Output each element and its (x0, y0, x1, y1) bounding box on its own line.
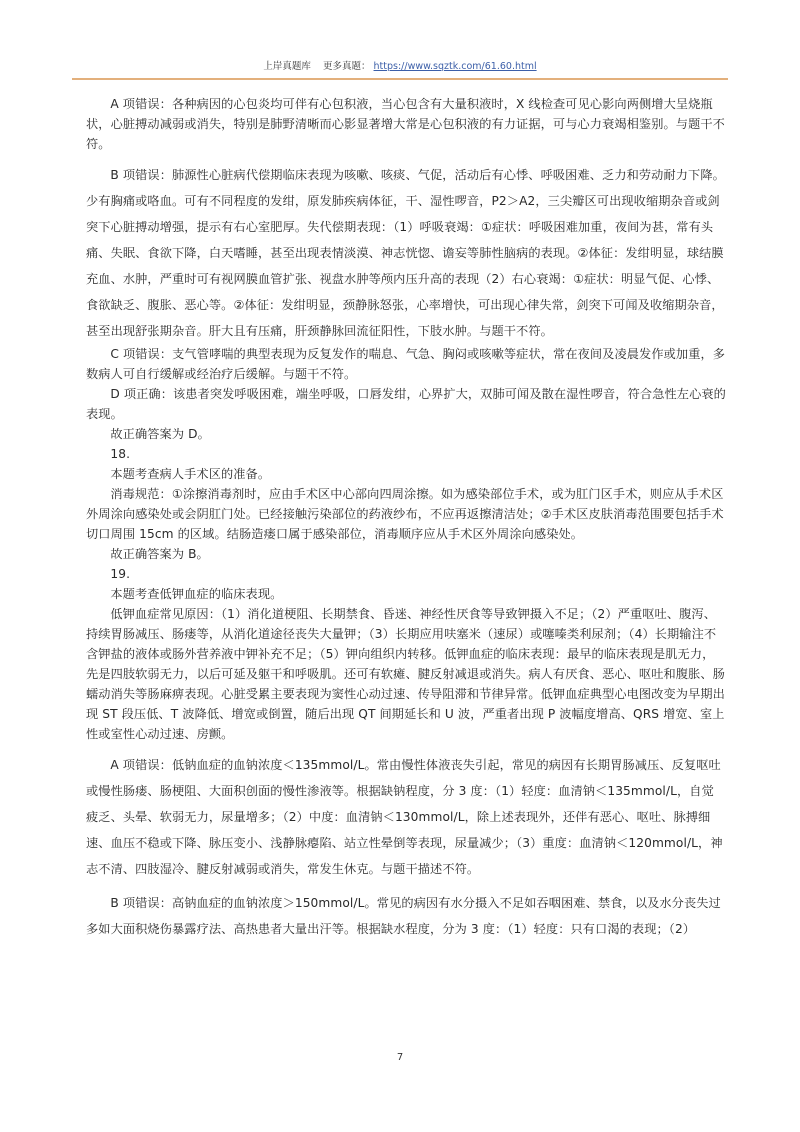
page-header (72, 58, 728, 80)
paragraph-option-a-hyponatremia: A 项错误：低钠血症的血钠浓度＜135mmol/L。常由慢性体液丧失引起，常见的病因有长期胃肠减压、反复呕吐或慢性肠瘘、肠梗阻、大面积创面的慢性渗液等。根据缺钠程度，分 3 度：（1）轻度：血清钠＜135mmol/L，自觉疲乏、头晕、软弱无力，尿量增多；（2）中度：血清钠＜130mmol/L，除上述表现外，还伴有恶心、呕吐、脉搏细速、血压不稳或下降、脉压变小、浅静脉瘪陷、站立性晕倒等表现，尿量减少；（3）重度：血清钠＜120mmol/L，神志不清、四肢湿冷、腱反射减弱或消失，常发生休克。与题干描述不符。 (86, 758, 723, 876)
paragraph-option-d-correct: D 项正确：该患者突发呼吸困难，端坐呼吸，口唇发绀，心界扩大，双肺可闻及散在湿性啰音，符合急性左心衰的表现。 (86, 387, 726, 421)
paragraph-option-a-pericardial: A 项错误：各种病因的心包炎均可伴有心包积液，当心包含有大量积液时，X 线检查可见心影向两侧增大呈烧瓶状，心脏搏动减弱或消失，特别是肺野清晰而心影显著增大常是心包积液的有力证据，可与心力衰竭相鉴别。与题干不符。 (86, 97, 725, 151)
paragraph-disinfection-rules: 消毒规范：①涂擦消毒剂时，应由手术区中心部向四周涂擦。如为感染部位手术，或为肛门区手术，则应从手术区外周涂向感染处或会阴肛门处。已经接触污染部位的药液纱布，不应再返擦清洁处；②手术区皮肤消毒范围要包括手术切口周围 15cm 的区域。结肠造瘘口属于感染部位，消毒顺序应从手术区外周涂向感染处。 (86, 487, 724, 541)
header-site-label: 上岸真题库 (263, 61, 311, 72)
paragraph-option-c-asthma: C 项错误：支气管哮喘的典型表现为反复发作的喘息、气急、胸闷或咳嗽等症状，常在夜间及凌晨发作或加重，多数病人可自行缓解或经治疗后缓解。与题干不符。 (86, 347, 726, 381)
answer-line-18: 故正确答案为 B。 (110, 547, 209, 561)
paragraph-option-b-hypernatremia: B 项错误：高钠血症的血钠浓度＞150mmol/L。常见的病因有水分摄入不足如吞咽困难、禁食，以及水分丧失过多如大面积烧伤暴露疗法、高热患者大量出汗等。根据缺水程度，分为 3 度：（1）轻度：只有口渴的表现；（2） (86, 896, 721, 936)
document-body (86, 94, 726, 942)
answer-line-17: 故正确答案为 D。 (110, 427, 210, 441)
question-number-19: 19. (110, 567, 131, 581)
paragraph-hypokalemia: 低钾血症常见原因：（1）消化道梗阻、长期禁食、昏迷、神经性厌食等导致钾摄入不足；（2）严重呕吐、腹泻、持续胃肠减压、肠瘘等，从消化道途径丧失大量钾；（3）长期应用呋塞米（速尿）或噻嗪类利尿剂；（4）长期输注不含钾盐的液体或肠外营养液中钾补充不足；（5）钾向组织内转移。低钾血症的临床表现：最早的临床表现是肌无力，先是四肢软弱无力，以后可延及躯干和呼吸肌。还可有软瘫、腱反射减退或消失。病人有厌食、恶心、呕吐和腹胀、肠蠕动消失等肠麻痹表现。心脏受累主要表现为窦性心动过速、传导阻滞和节律异常。低钾血症典型心电图改变为早期出现 ST 段压低、T 波降低、增宽或倒置，随后出现 QT 间期延长和 U 波，严重者出现 P 波幅度增高、QRS 增宽、室上性或室性心动过速、房颤。 (86, 607, 725, 741)
header-source-label: 更多真题： (322, 61, 371, 72)
question-topic-18: 本题考查病人手术区的准备。 (110, 467, 271, 481)
header-url-link[interactable]: https://www.sqztk.com/61.60.html (373, 61, 537, 72)
paragraph-option-b-cor-pulmonale: B 项错误：肺源性心脏病代偿期临床表现为咳嗽、咳痰、气促，活动后有心悸、呼吸困难、乏力和劳动耐力下降。少有胸痛或咯血。可有不同程度的发绀，原发肺疾病体征，干、湿性啰音，P2＞A2，三尖瓣区可出现收缩期杂音或剑突下心脏搏动增强，提示有右心室肥厚。失代偿期表现：（1）呼吸衰竭：①症状：呼吸困难加重，夜间为甚，常有头痛、失眠、食欲下降，白天嗜睡，甚至出现表情淡漠、神志恍惚、谵妄等肺性脑病的表现。②体征：发绀明显，球结膜充血、水肿，严重时可有视网膜血管扩张、视盘水肿等颅内压升高的表现（2）右心衰竭：①症状：明显气促、心悸、食欲缺乏、腹胀、恶心等。②体征：发绀明显，颈静脉怒张，心率增快，可出现心律失常，剑突下可闻及收缩期杂音，甚至出现舒张期杂音。肝大且有压痛，肝颈静脉回流征阳性，下肢水肿。与题干不符。 (86, 168, 725, 338)
question-number-18: 18. (110, 447, 131, 461)
page-number: 7 (396, 1052, 404, 1063)
question-topic-19: 本题考查低钾血症的临床表现。 (110, 587, 283, 601)
